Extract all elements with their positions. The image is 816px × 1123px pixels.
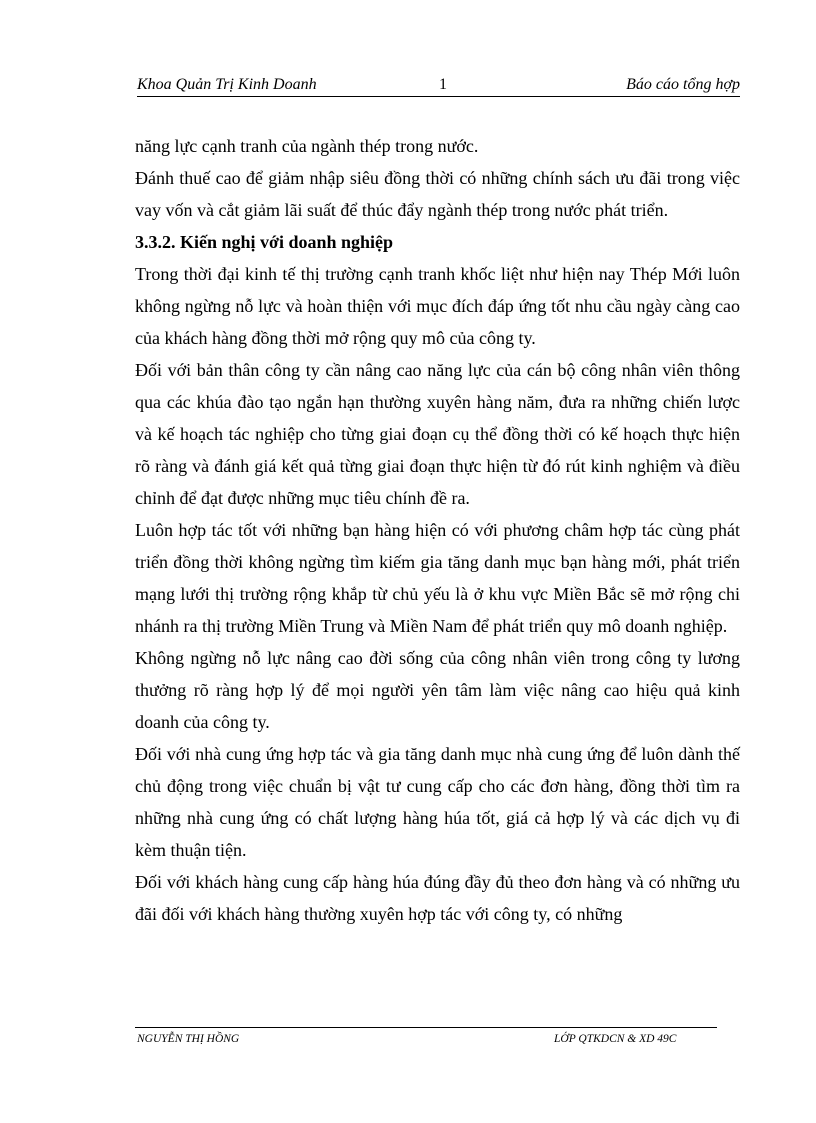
page-footer — [135, 1027, 717, 1045]
paragraph: Đối với bản thân công ty cần nâng cao năng lực của cán bộ công nhân viên thông qua các khúa đào tạo ngắn hạn thường xuyên hàng năm, đưa ra những chiến lược và kế hoạch tác nghiệp cho từng giai đoạn cụ thể đồng thời có kế hoạch thực hiện rõ ràng và đánh giá kết quả từng giai đoạn thực hiện từ đó rút kinh nghiệm và điều chỉnh để đạt được những mục tiêu chính đề ra. — [135, 360, 740, 508]
document-body — [135, 130, 740, 930]
page-number: 1 — [439, 76, 447, 93]
header-department: Khoa Quản Trị Kinh Doanh — [137, 76, 317, 93]
footer-class: LỚP QTKDCN & XD 49C — [554, 1033, 677, 1045]
section-heading: 3.3.2. Kiến nghị với doanh nghiệp — [135, 232, 394, 252]
footer-author: NGUYỄN THỊ HỒNG — [137, 1033, 240, 1045]
paragraph: Đánh thuế cao để giảm nhập siêu đồng thời có những chính sách ưu đãi trong việc vay vốn và cắt giảm lãi suất để thúc đẩy ngành thép trong nước phát triển. — [135, 168, 740, 220]
paragraph: Luôn hợp tác tốt với những bạn hàng hiện có với phương châm hợp tác cùng phát triển đồng thời không ngừng tìm kiếm gia tăng danh mục bạn hàng mới, phát triển mạng lưới thị trường rộng khắp từ chủ yếu là ở khu vực Miền Bắc sẽ mở rộng chi nhánh ra thị trường Miền Trung và Miền Nam để phát triển quy mô doanh nghiệp. — [135, 520, 740, 636]
paragraph: Không ngừng nỗ lực nâng cao đời sống của công nhân viên trong công ty lương thưởng rõ ràng hợp lý để mọi người yên tâm làm việc nâng cao hiệu quả kinh doanh của công ty. — [135, 648, 740, 732]
paragraph: Đối với nhà cung ứng hợp tác và gia tăng danh mục nhà cung ứng để luôn dành thế chủ động trong việc chuẩn bị vật tư cung cấp cho các đơn hàng, đồng thời tìm ra những nhà cung ứng có chất lượng hàng húa tốt, giá cả hợp lý và các dịch vụ đi kèm thuận tiện. — [135, 744, 740, 860]
header-report-title: Báo cáo tổng hợp — [626, 76, 740, 93]
paragraph: Trong thời đại kinh tế thị trường cạnh tranh khốc liệt như hiện nay Thép Mới luôn không ngừng nỗ lực và hoàn thiện với mục đích đáp ứng tốt nhu cầu ngày càng cao của khách hàng đồng thời mở rộng quy mô của công ty. — [135, 264, 740, 348]
page-header — [137, 74, 740, 97]
paragraph: năng lực cạnh tranh của ngành thép trong nước. — [135, 136, 479, 156]
paragraph: Đối với khách hàng cung cấp hàng húa đúng đầy đủ theo đơn hàng và có những ưu đãi đối với khách hàng thường xuyên hợp tác với công ty, có những — [135, 872, 740, 924]
